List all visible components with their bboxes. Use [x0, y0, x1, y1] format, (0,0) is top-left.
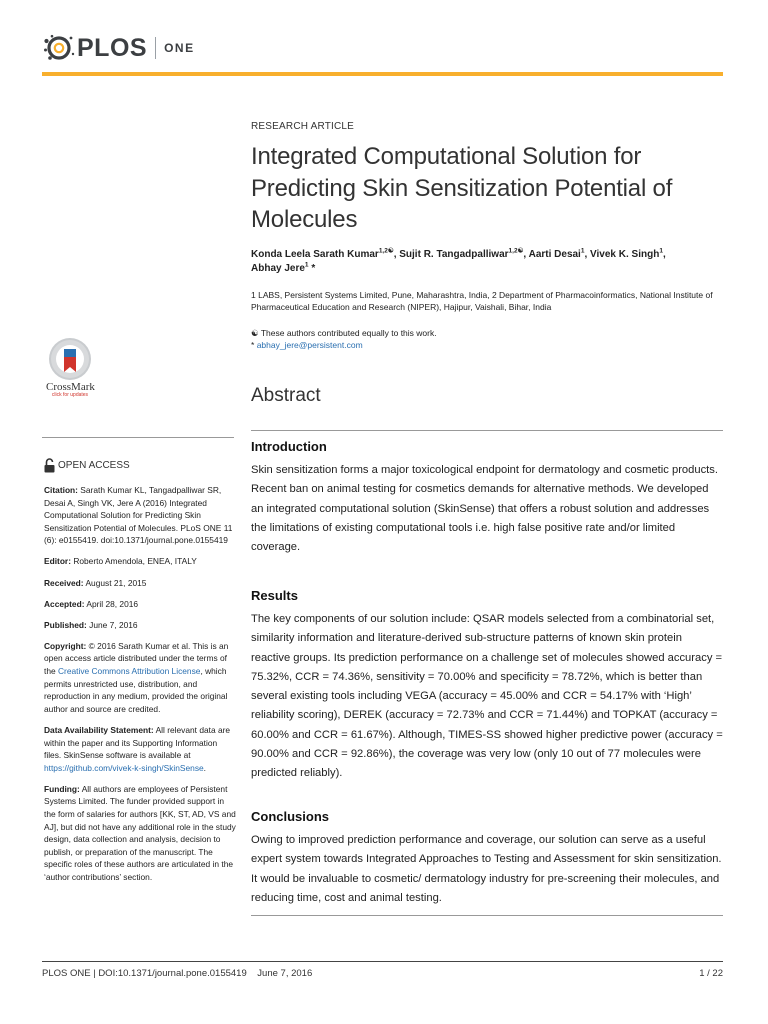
published-block — [44, 619, 236, 632]
logo-divider — [155, 37, 156, 59]
author-name[interactable]: Abhay Jere — [251, 263, 305, 274]
received-label: Received: — [44, 577, 84, 588]
citation-label: Citation: — [44, 485, 78, 495]
results-text: The key components of our solution include: QSAR models selected from a combinatorial set, similarity information and literature-derived sub-structure patterns of known skin protein reactive groups. Its prediction performance on a challenge set of molecules showed accuracy = 75.32%, CCR = 74.36%, sensitivity = 70.00% and specificity = 78.72%, which is better than several existing tools including VEGA (accuracy = 45.00% and CCR = 54.17% with ‘High’ reliability scoring), DEREK (accuracy = 72.73% and CCR = 71.44%) and TOPKAT (accuracy = 60.00% and CCR = 61.67%). Although, TIMES-SS showed higher predictive power (accuracy = 90.00% and CCR = 92.86%), the coverage was very low (only 10 out of 77 molecules were predicted reliably). — [251, 613, 723, 780]
abstract-heading: Abstract — [251, 385, 321, 406]
corresponding-star: * — [251, 340, 255, 350]
author-name[interactable]: Sujit R. Tangadpalliwar — [399, 249, 509, 260]
author-name[interactable]: Vivek K. Singh — [590, 249, 660, 260]
published-date: June 7, 2016 — [89, 619, 138, 630]
affiliations: 1 LABS, Persistent Systems Limited, Pune, Maharashtra, India, 2 Department of Pharmacoinformatics, National Institute of Pharmaceutical Education and Research (NIPER), Hajipur, Vaishali, Bihar, India — [251, 290, 713, 312]
crossmark-sublabel: click for updates — [51, 392, 89, 398]
conclusions-heading: Conclusions — [251, 809, 330, 824]
funding-label: Funding: — [44, 783, 80, 794]
author-separator: , — [584, 249, 591, 260]
accepted-label: Accepted: — [44, 598, 85, 609]
data-availability-block — [44, 724, 236, 774]
results-heading: Results — [251, 588, 298, 603]
author-separator: , — [523, 249, 529, 260]
received-date: August 21, 2015 — [85, 577, 147, 588]
crossmark-label: CrossMark — [46, 381, 95, 393]
abstract-divider — [251, 430, 723, 431]
journal-name: ONE — [164, 41, 195, 55]
open-access-label: OPEN ACCESS — [58, 460, 130, 471]
funding-text: All authors are employees of Persistent Systems Limited. The funder provided support in the form of salaries for authors [KK, ST, AD, VS and AJ], but did not have any additional role in the study design, data collection and analysis, decision to publish, or preparation of the manuscript. The specific roles of these authors are articulated in the ‘author contributions’ section. — [44, 783, 236, 882]
author-list — [251, 248, 727, 276]
publisher-name: PLOS — [77, 33, 148, 62]
author-affiliation-marker: 1,2☯ — [378, 247, 394, 255]
copyright-text-end: , which permits unrestricted use, distribution, and reproduction in any medium, provided the original author and source are credited. — [44, 666, 228, 714]
data-availability-label: Data Availability Statement: — [44, 724, 154, 735]
author-separator: , — [662, 249, 666, 260]
funding-block — [44, 783, 236, 884]
author-affiliation-marker: 1 — [580, 247, 585, 255]
crossmark-badge[interactable] — [46, 338, 94, 398]
introduction-text: Skin sensitization forms a major toxicological endpoint for dermatology and cosmetic products. Recent ban on animal testing for cosmetics demands for alternative methods. We developed an integrated computational solution (SkinSense) that offers a robust solution and addresses the limitations of existing computational tools i.e. high false positive rate and/or limited coverage. — [251, 464, 718, 554]
article-metadata-sidebar — [44, 484, 236, 892]
footer-citation: PLOS ONE | DOI:10.1371/journal.pone.0155419 June 7, 2016 — [42, 968, 313, 979]
editor-text: Roberto Amendola, ENEA, ITALY — [73, 556, 197, 567]
data-availability-end: . — [203, 762, 206, 773]
author-affiliation-marker: 1 — [659, 247, 663, 255]
editor-block — [44, 555, 236, 568]
copyright-label: Copyright: — [44, 640, 87, 651]
sidebar-divider — [42, 437, 234, 438]
article-title: Integrated Computational Solution for Predicting Skin Sensitization Potential of Molecules — [251, 143, 673, 233]
accepted-block — [44, 598, 236, 611]
citation-block — [44, 484, 236, 547]
author-affiliation-marker: 1,2☯ — [508, 247, 524, 255]
corresponding-email-line — [251, 339, 727, 351]
corresponding-marker: * — [308, 263, 316, 274]
conclusions-text: Owing to improved prediction performance and coverage, our solution can serve as a useful expert system towards Integrated Approaches to Testing and Assessment for skin sensitization. It would be invaluable to cosmetic/ dermatology industry for pre-screening their molecules, and reducing time, cost and animal testing. — [251, 834, 722, 904]
author-notes — [251, 327, 727, 351]
author-name[interactable]: Konda Leela Sarath Kumar — [251, 249, 379, 260]
author-name[interactable]: Aarti Desai — [528, 249, 581, 260]
open-lock-icon — [44, 458, 55, 473]
open-access-badge — [44, 458, 130, 473]
accepted-date: April 28, 2016 — [86, 598, 139, 609]
footer-rule — [42, 961, 723, 962]
received-block — [44, 577, 236, 590]
author-affiliation-marker: 1 — [304, 261, 309, 269]
editor-label: Editor: — [44, 556, 71, 567]
article-type: RESEARCH ARTICLE — [251, 121, 355, 132]
crossmark-icon — [49, 338, 91, 380]
license-link[interactable]: Creative Commons Attribution License — [57, 666, 201, 677]
plos-one-logo[interactable] — [42, 33, 195, 63]
published-label: Published: — [44, 619, 87, 630]
page-header — [0, 0, 768, 80]
copyright-text: © 2016 Sarath Kumar et al. This is an open access article distributed under the terms of the — [44, 640, 229, 677]
introduction-heading: Introduction — [251, 439, 327, 454]
header-accent-rule — [42, 72, 723, 76]
equal-contribution-note: ☯ These authors contributed equally to this work. — [251, 328, 437, 338]
copyright-block — [44, 640, 236, 716]
abstract-end-divider — [251, 915, 723, 916]
data-availability-text: All relevant data are within the paper and its Supporting Information files. SkinSense software is available at — [44, 724, 231, 761]
author-separator: , — [393, 249, 400, 260]
citation-text: Sarath Kumar KL, Tangadpalliwar SR, Desai A, Singh VK, Jere A (2016) Integrated Computational Solution for Predicting Skin Sensitization Potential of Molecules. PLoS ONE 11 (6): e0155419. doi:10.1371/journal.pone.0155419 — [44, 485, 233, 546]
corresponding-email-link[interactable]: abhay_jere@persistent.com — [256, 340, 363, 350]
plos-logo-mark-icon — [42, 33, 76, 63]
page-number: 1 / 22 — [699, 968, 723, 979]
github-link[interactable]: https://github.com/vivek-k-singh/SkinSense — [44, 762, 204, 773]
